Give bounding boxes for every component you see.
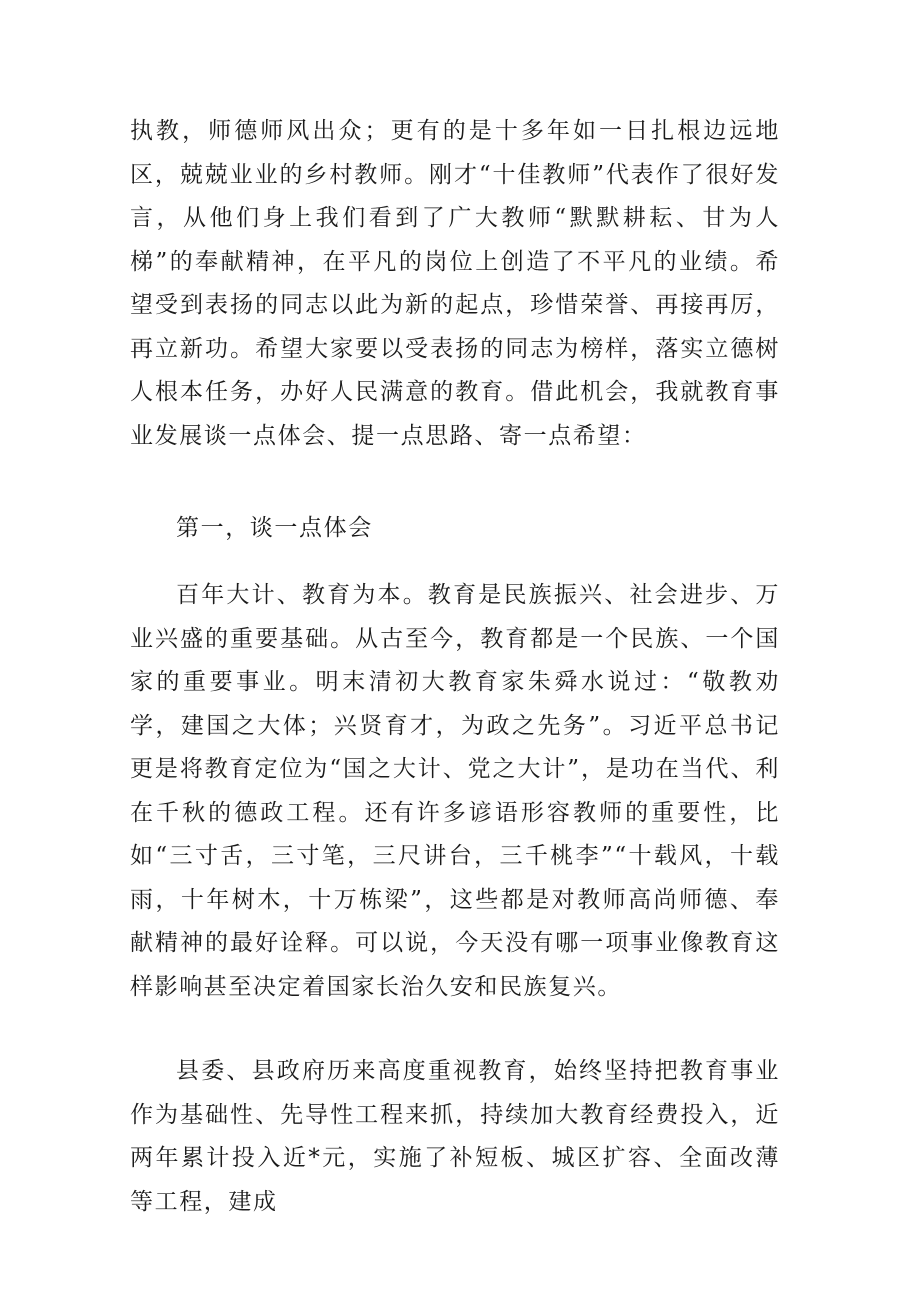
section-heading: 第一，谈一点体会 [176,515,373,541]
paragraph-continuation: 执教，师德师风出众；更有的是十多年如一日扎根边远地区，兢兢业业的乡村教师。刚才“十佳教师”代表作了很好发言，从他们身上我们看到了广大教师“默默耕耘、甘为人梯”的奉献精神，在平凡的岗位上创造了不平凡的业绩。希望受到表扬的同志以此为新的起点，珍惜荣誉、再接再厉，再立新功。希望大家要以受表扬的同志为榜样，落实立德树人根本任务，办好人民满意的教育。借此机会，我就教育事业发展谈一点体会、提一点思路、寄一点希望： [130,118,780,449]
paragraph-education-importance: 百年大计、教育为本。教育是民族振兴、社会进步、万业兴盛的重要基础。从古至今，教育都是一个民族、一个国家的重要事业。明末清初大教育家朱舜水说过：“敬教劝学，建国之大体；兴贤育才，为政之先务”。习近平总书记更是将教育定位为“国之大计、党之大计”，是功在当代、利在千秋的德政工程。还有许多谚语形容教师的重要性，比如“三寸舌，三寸笔，三尺讲台，三千桃李”“十载风，十载雨，十年树木，十万栋梁”，这些都是对教师高尚师德、奉献精神的最好诠释。可以说，今天没有哪一项事业像教育这样影响甚至决定着国家长治久安和民族复兴。 [130,582,780,1000]
paragraph-county-investment: 县委、县政府历来高度重视教育，始终坚持把教育事业作为基础性、先导性工程来抓，持续加大教育经费投入，近两年累计投入近*元，实施了补短板、城区扩容、全面改薄等工程，建成 [130,1058,780,1215]
